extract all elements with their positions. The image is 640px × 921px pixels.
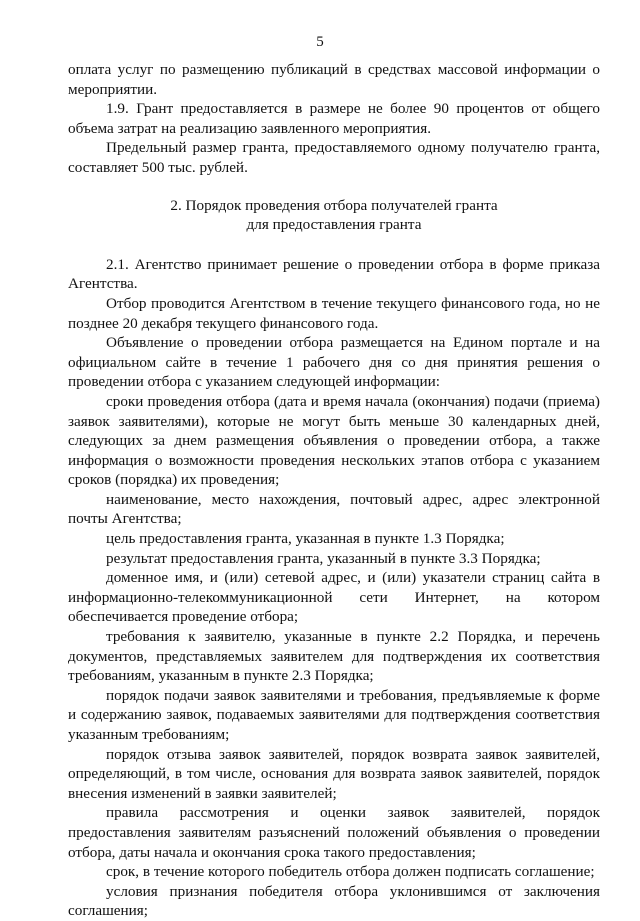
paragraph: Объявление о проведении отбора размещается на Едином портале и на официальном сайте в течение 1 рабочего дня со дня принятия решения о проведении отбора с указанием следующей информации: xyxy=(68,334,600,391)
paragraph: наименование, место нахождения, почтовый адрес, адрес электронной почты Агентства; xyxy=(68,490,600,528)
paragraph: цель предоставления гранта, указанная в пункте 1.3 Порядка; xyxy=(106,530,505,548)
paragraph: условия признания победителя отбора уклонившимся от заключения соглашения; xyxy=(68,882,600,920)
section-heading xyxy=(68,196,600,235)
paragraph: требования к заявителю, указанные в пункте 2.2 Порядка, и перечень документов, представляемых заявителем для подтверждения их соответствия требованиям, указанным в пункте 2.3 Порядка; xyxy=(68,628,600,685)
paragraph: сроки проведения отбора (дата и время начала (окончания) подачи (приема) заявок заявителями), которые не могут быть меньше 30 календарных дней, следующих за днем размещения объявления о проведении отбора, а также информация о возможности проведения нескольких этапов отбора с указанием сроков (порядка) их проведения; xyxy=(68,392,600,489)
document-body xyxy=(68,60,600,921)
paragraph: Отбор проводится Агентством в течение текущего финансового года, но не позднее 20 декабря текущего финансового года. xyxy=(68,294,600,332)
paragraph: порядок отзыва заявок заявителей, порядок возврата заявок заявителей, определяющий, в том числе, основания для возврата заявок заявителей, порядок внесения изменений в заявки заявителей; xyxy=(68,745,600,802)
paragraph: результат предоставления гранта, указанный в пункте 3.3 Порядка; xyxy=(106,549,541,567)
paragraph: оплата услуг по размещению публикаций в средствах массовой информации о мероприятии. xyxy=(68,61,600,98)
page-number: 5 xyxy=(316,34,324,50)
paragraph: доменное имя, и (или) сетевой адрес, и (или) указатели страниц сайта в информационно-телекоммуникационной сети Интернет, на котором обеспечивается проведение отбора; xyxy=(68,569,600,626)
paragraph: 2.1. Агентство принимает решение о проведении отбора в форме приказа Агентства. xyxy=(68,255,600,293)
paragraph: срок, в течение которого победитель отбора должен подписать соглашение; xyxy=(106,863,595,881)
paragraph: правила рассмотрения и оценки заявок заявителей, порядок предоставления заявителям разъяснений положений объявления о проведении отбора, даты начала и окончания срока такого предоставления; xyxy=(68,804,600,861)
paragraph: Предельный размер гранта, предоставляемого одному получателю гранта, составляет 500 тыс. рублей. xyxy=(68,139,600,176)
paragraph: порядок подачи заявок заявителями и требования, предъявляемые к форме и содержанию заявок, подаваемых заявителями для подтверждения соответствия указанным требованиям; xyxy=(68,686,600,743)
section-heading-line: 2. Порядок проведения отбора получателей гранта xyxy=(170,196,498,214)
paragraph: 1.9. Грант предоставляется в размере не более 90 процентов от общего объема затрат на реализацию заявленного мероприятия. xyxy=(68,100,600,137)
section-heading-line: для предоставления гранта xyxy=(246,216,422,234)
